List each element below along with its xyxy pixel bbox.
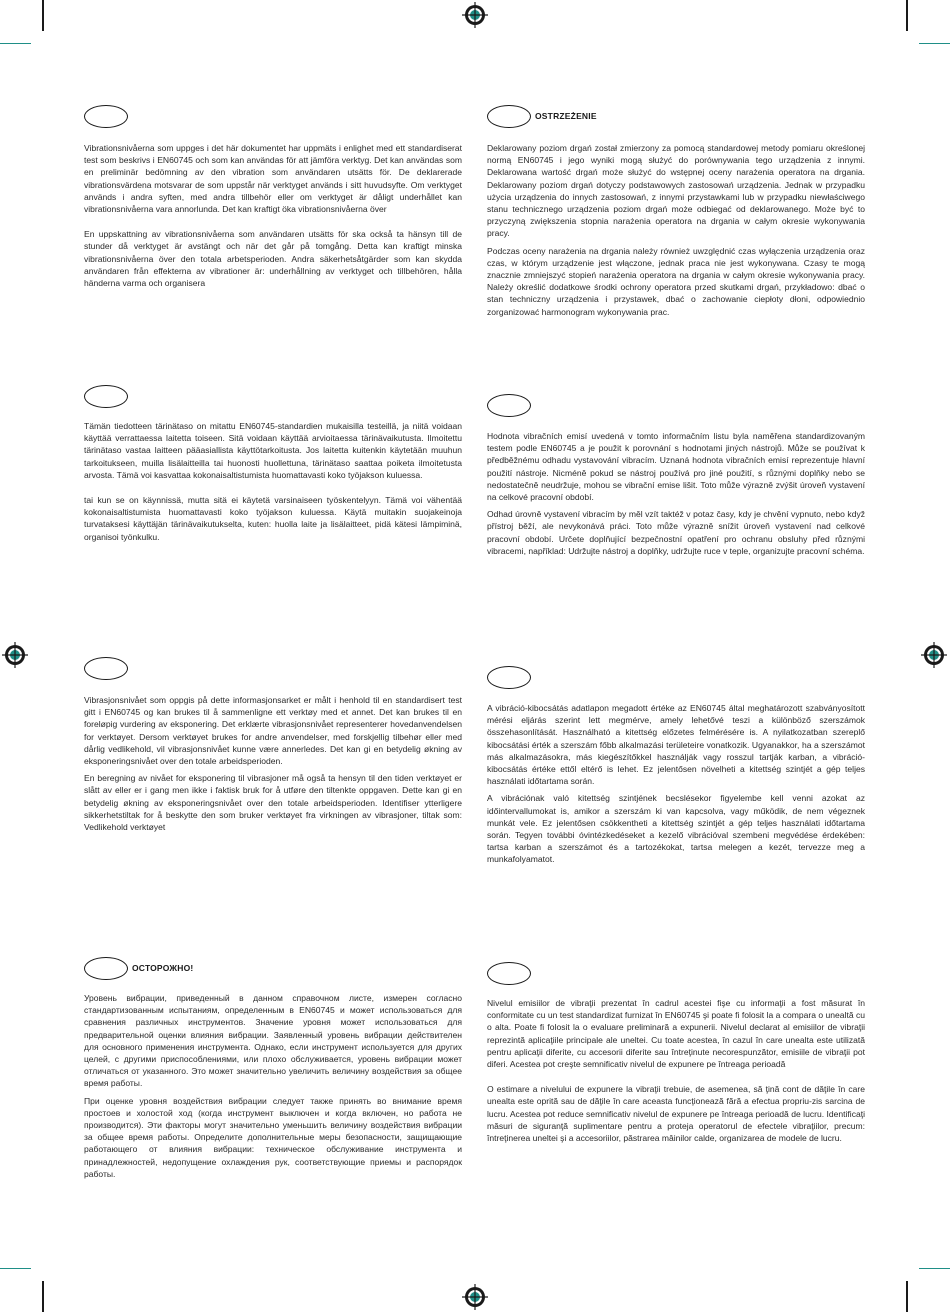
section-header: [487, 393, 865, 417]
paragraph: En uppskattning av vibrationsnivåerna som användaren utsätts för ska också ta hänsyn till de stunder då verktyget är avstängt och när det går på tomgång. Detta kan kraftigt minska vibrationsnivåerna över den totala arbetsperioden. Andra säkerhetsåtgärder som kan skydda användaren från effekterna av vibrationer är: underhållning av verktyget och tillbehören, hålla händerna varma och organisera: [84, 229, 462, 289]
language-badge-oval: [487, 666, 531, 689]
section-finnish: [84, 384, 462, 548]
paragraph: Hodnota vibračních emisí uvedená v tomto informačním listu byla naměřena standardizovaným testem podle EN60745 a je použit k porovnání s hodnotami jiných nástrojů. Může se používat k předběžnému odhadu vystavování vibracím. Uznaná hodnota vibračních emisí reprezentuje hlavní použití nástroje. Nicméně pokud se nástroj používá pro jiné použití, s různými doplňky nebo se nedostatečně neudržuje, mohou se vibrační emise lišit. Toto může výrazně zvýšit úroveň vystavení na celkové pracovní období.: [487, 431, 865, 503]
section-header: [84, 956, 462, 980]
paragraph: Tämän tiedotteen tärinätaso on mitattu EN60745-standardien mukaisilla testeillä, ja niitä voidaan käyttää verrattaessa laitetta toiseen. Sitä voidaan käyttää arvioitaessa tärinävaikutusta. Ilmoitettu tärinätaso vastaa laitteen pääasiallista käyttötarkoitusta. Jos laitetta kuitenkin käytetään muuhun tarkoitukseen, muilla lisälaitteilla tai huonosti huollettuna, tärinätaso saattaa poiketa ilmoitetusta arvosta. Tämä voi kasvattaa kokonaisaltistumista huomattavasti koko työjakson kuluessa.: [84, 421, 462, 480]
paragraph: A vibrációnak való kitettség szintjének becslésekor figyelembe kell venni azokat az időintervallumokat is, amikor a szerszám ki van kapcsolva, vagy működik, de nem végeznek munkát vele. Ez jelentősen csökkentheti a kitettség szintjét a gép teljes használati időtartama során. Tegyen további óvintézkedéseket a kezelő vibrációval szembeni megvédése érdekében: tartsa karban a szerszámot és a tartozékokat, tartsa melegen a kezét, tervezze meg a munkafolyamatot.: [487, 793, 865, 865]
section-hungarian: [487, 665, 865, 871]
crop-mark-bottom-right: [906, 1281, 908, 1312]
bleed-line-top-left: [0, 43, 31, 44]
registration-mark-icon: [2, 642, 28, 668]
bleed-line-bottom-right: [919, 1268, 950, 1269]
paragraph: Deklarowany poziom drgań został zmierzony za pomocą standardowej metody pomiaru określonej normą EN60745 i jego wyniki mogą służyć do porównywania tego urządzenia z innymi. Deklarowana wartość drgań może służyć do wstępnej oceny narażenia operatora na drgania. Deklarowany poziom drgań dotyczy podstawowych zastosowań urządzenia. Jednak w przypadku użycia urządzenia do innych zastosowań, z innymi przystawkami lub w przypadku niewłaściwego stanu technicznego urządzenia poziom drgań może odbiegać od deklarowanego. Może być to przyczyną zwiększenia stopnia narażenia operatora na drgania w całym okresie wykonywania pracy.: [487, 143, 865, 239]
bleed-line-bottom-left: [0, 1268, 31, 1269]
section-header: [84, 384, 462, 408]
paragraph: A vibráció-kibocsátás adatlapon megadott értéke az EN60745 által meghatározott szabványosított mérési eljárás szerint lett megmérve, amely lehetővé teszi a különböző szerszámok összehasonlítását. Használható a kitettség előzetes felmérésére is. A nyilatkozatban szereplő kibocsátási érték a szerszám főbb alkalmazási területeire vonatkozik. Ugyanakkor, ha a szerszámot más alkalmazásokra, más kiegészítőkkel használják vagy rosszul tartják karban, a vibráció-kibocsátás értéke ettől eltérő is lehet. Ez jelentősen növelheti a kitettség szintjét a gép teljes használati időtartama során.: [487, 703, 865, 787]
paragraph: При оценке уровня воздействия вибрации следует также принять во внимание время простоев и холостой ход (когда инструмент выключен и когда включен, но работа не производится). Эти факторы могут значительно уменьшить величину воздействия вибрации за общее время работы. Определите дополнительные меры безопасности, защищающие работающего от влияния вибрации: техническое обслуживание инструмента и принадлежностей, недопущение охлаждения рук, соответствующие приемы и распорядок работы.: [84, 1095, 462, 1179]
section-romanian: [487, 961, 865, 1149]
registration-mark-icon: [462, 1284, 488, 1310]
warning-heading: OSTRZEŻENIE: [535, 111, 597, 121]
registration-mark-icon: [921, 642, 947, 668]
section-russian: [84, 956, 462, 1185]
section-czech: [487, 393, 865, 562]
warning-heading: ОСТОРОЖНО!: [132, 963, 194, 973]
paragraph: Podczas oceny narażenia na drgania należy również uwzględnić czas wyłączenia urządzenia oraz czas, w którym urządzenie jest włączone, jednak praca nie jest wykonywana. Czasy te mogą znacznie zmniejszyć stopień narażenia operatora na drgania w całym okresie wykonywania pracy. Należy określić dodatkowe środki ochrony operatora przed skutkami drgań, przykładowo: dbać o stan techniczny urządzenia i przystawek, dbać o zachowanie ciepłoty dłoni, odpowiednio zorganizować harmonogram wykonywania prac.: [487, 245, 865, 317]
section-header: [84, 104, 462, 128]
language-badge-oval: [84, 657, 128, 680]
paragraph: Vibrationsnivåerna som uppges i det här dokumentet har uppmäts i enlighet med ett standardiserat test som beskrivs i EN60745 och som kan användas för att jämföra verktyg. Det kan användas som en preliminär bedömning av den vibration som användaren utsätts för. De deklarerade vibrationsvärdena motsvarar de som uppstår när verktyget används i sitt huvudsyfte. Om verktyget används i andra syften, med andra tillbehör eller om verktyget är dåligt underhållet kan vibrationsnivåerna vara annorlunda. Det kan kraftigt öka vibrationsnivåerna över: [84, 143, 462, 215]
paragraph: O estimare a nivelului de expunere la vibraţii trebuie, de asemenea, să ţină cont de dăţile în care unealta este oprită sau de dăţile în care aceasta funcţionează fără a efectua propriu-zis sarcina de lucru. Acestea pot reduce semnificativ nivelul de expunere pe întreaga perioadă de lucru. Identificaţi măsuri de siguranţă suplimentare pentru a proteja operatorul de efectele vibraţiilor, precum: întreţinerea uneltei şi a accesoriilor, păstrarea mâinilor calde, organizarea de modele de lucru.: [487, 1084, 865, 1144]
paragraph: En beregning av nivået for eksponering til vibrasjoner må også ta hensyn til den tiden verktøyet er slått av eller er i gang men ikke i faktisk bruk for å utføre den tiltenkte oppgaven. Dette kan gi en betydelig økning av eksponeringsnivået over den totale arbeidsperioden. Identifiser ytterligere sikkerhetstiltak for å beskytte den som bruker verktøyet fra virkningen av vibrasjoner, tiltak som: Vedlikehold verktøyet: [84, 773, 462, 833]
section-header: [487, 665, 865, 689]
paragraph: Уровень вибрации, приведенный в данном справочном листе, измерен согласно стандартизованным испытаниям, определенным в EN60745 и может использоваться для сравнения различных инструментов. Значение уровня может использоваться для предварительной оценки влияния вибрации. Заявленный уровень вибрации действителен для основного применения инструмента. Однако, если инструмент используется для других целей, с другими приспособлениями, или плохо обслуживается, уровень вибрации может отличаться от указанного. Это может значительно увеличить величину воздействия за общее время работы.: [84, 993, 462, 1089]
language-badge-oval: [487, 394, 531, 417]
registration-mark-icon: [462, 2, 488, 28]
crop-mark-top-right: [906, 0, 908, 31]
paragraph: tai kun se on käynnissä, mutta sitä ei käytetä varsinaiseen työskentelyyn. Tämä voi vähentää kokonaisaltistumista huomattavasti koko työjakson kuluessa. Käytä muitakin suojakeinoja turvataksesi käyttäjän tärinävaikutukselta, kuten: huolla laite ja lisälaitteet, pidä kätesi lämpiminä, organisoi työnkulku.: [84, 495, 462, 542]
section-swedish: [84, 104, 462, 294]
paragraph: Odhad úrovně vystavení vibracím by měl vzít taktéž v potaz časy, kdy je chvění vypnuto, nebo když přístroj běží, ale nevykonává práci. Toto může výrazně snížit úroveň vystavení nad celkové pracovní období. Určete doplňující bezpečnostní opatření pro ochranu obsluhy před různými vibracemi, například: Udržujte nástroj a doplňky, udržujte ruce v teple, organizujte pracovní schéma.: [487, 509, 865, 556]
language-badge-oval: [84, 385, 128, 408]
section-header: [487, 104, 865, 128]
crop-mark-top-left: [42, 0, 44, 31]
section-header: [487, 961, 865, 985]
section-polish: [487, 104, 865, 323]
language-badge-oval: [487, 105, 531, 128]
paragraph: Vibrasjonsnivået som oppgis på dette informasjonsarket er målt i henhold til en standardisert test gitt i EN60745 og kan brukes til å sammenligne ett verktøy med et annet. Det kan brukes til en foreløpig vurdering av eksponering. Det erklærte vibrasjonsnivået representerer hovedanvendelsen for verktøyet. Dersom verktøyet brukes for andre anvendelser, med forskjellig tilbehør eller med dårlig vedlikehold, vil vibrasjonsnivået kunne være annerledes. Det kan gi en betydelig økning av eksponeringsnivået over den totale arbeidsperioden.: [84, 695, 462, 767]
bleed-line-top-right: [919, 43, 950, 44]
section-header: [84, 656, 462, 680]
paragraph: Nivelul emisiilor de vibraţii prezentat în cadrul acestei fişe cu informaţii a fost măsurat în conformitate cu un test standardizat furnizat în EN60745 şi poate fi folosit la a compara o unealtă cu o alta. Poate fi folosit la o evaluare preliminară a expunerii. Nivelul declarat al emisiilor de vibraţii reprezintă aplicaţiile principale ale uneltei. Cu toate acestea, în cazul în care unealta este utilizată pentru aplicaţii diferite, cu accesorii diferite sau întreţinute necorespunzător, emisiile de vibraţii pot diferi. Acestea pot creşte semnificativ nivelul de expunere pe întreaga perioadă: [487, 998, 865, 1070]
language-badge-oval: [487, 962, 531, 985]
language-badge-oval: [84, 105, 128, 128]
crop-mark-bottom-left: [42, 1281, 44, 1312]
section-norwegian: [84, 656, 462, 838]
language-badge-oval: [84, 957, 128, 980]
